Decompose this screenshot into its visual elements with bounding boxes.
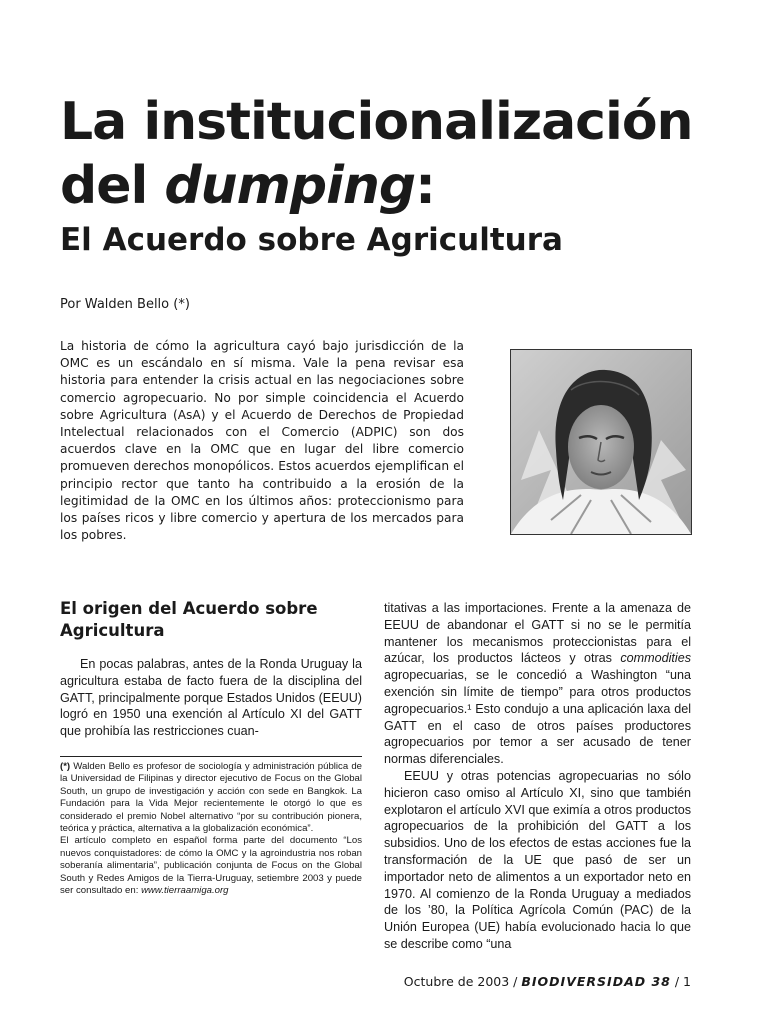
right-paragraph-2: EEUU y otras potencias agropecuarias no sólo hicieron caso omiso al Artículo XI, sino que también explotaron el artículo XVI que eximía a otros productos agropecuarios de la prohibición del GATT a los subsidios. Uno de los efectos de estas acciones fue la transformación de la UE que pasó de ser un importador neto de alimentos a un exportador neto en 1970. Al comienzo de la Ronda Uruguay a mediados de los ’80, la Política Agrícola Común (PAC) de la Unión Europea (UE) había evolucionado hacia lo que se describe como “una bbox=[384, 768, 691, 951]
intro-paragraph: La historia de cómo la agricultura cayó bajo jurisdicción de la OMC es un escándalo en sí misma. Vale la pena revisar esa historia para entender la crisis actual en las negociaciones sobre comercio agropecuario. No por simple coincidencia el Acuerdo sobre Agricultura (AsA) y el Acuerdo de Derechos de Propiedad Intelectual relacionados con el Comercio (ADPIC) son dos acuerdos clave en la OMC que en lugar del libre comercio promueven derechos monopólicos. Estos acuerdos ejemplifican el principio rector que tanto ha contribuido a la erosión de la legitimidad de la OMC en los últimos años: proteccionismo para los países ricos y libre comercio y apertura de los mercados para los pobres. bbox=[60, 339, 464, 543]
left-column bbox=[60, 598, 362, 740]
footnote-paragraph-2 bbox=[60, 835, 362, 897]
footer-date: Octubre de 2003 / bbox=[403, 974, 522, 989]
title-line-2-prefix: del bbox=[60, 156, 165, 216]
right-paragraph-1-b: agropecuarias, se le concedió a Washington “una exención sin límite de tiempo” para otros productos agropecuarios.¹ Esto condujo a una aplicación laxa del GATT en el caso de otros países productores agropecuarios por temor a ser acusado de tener normas diferenciales. bbox=[384, 668, 691, 767]
title-line-1: La institucionalización bbox=[60, 92, 693, 152]
title-line-2-suffix: : bbox=[415, 156, 435, 216]
page-footer bbox=[395, 973, 691, 991]
right-paragraph-1 bbox=[384, 600, 691, 768]
footnote bbox=[60, 756, 362, 897]
footnote-marker: (*) bbox=[60, 761, 71, 772]
portrait-illustration bbox=[510, 349, 692, 535]
footnote-paragraph-1 bbox=[60, 761, 362, 835]
article-subtitle: El Acuerdo sobre Agricultura bbox=[60, 222, 563, 258]
right-column bbox=[384, 600, 691, 953]
right-paragraph-1-a: titativas a las importaciones. Frente a la amenaza de EEUU de abandonar el GATT si no se le permitía mantener los mecanismos proteccionistas para el azúcar, los productos lácteos y otras bbox=[384, 601, 691, 666]
section-heading: El origen del Acuerdo sobre Agricultura bbox=[60, 599, 318, 640]
article-title bbox=[60, 90, 740, 218]
footnote-author-bio: Walden Bello es profesor de sociología y administración pública de la Universidad de Filipinas y director ejecutivo de Focus on the Global South, un grupo de investigación y acción con sede en Bangkok. La Fundación para la Vida Mejor recientemente le otorgó lo que es considerado el premio Nobel alternativo “por su contribución pionera, teórica y práctica, alternativa a la globalización económica”. bbox=[60, 761, 362, 835]
commodities-emphasis: commodities bbox=[620, 651, 691, 666]
section-paragraph-1: En pocas palabras, antes de la Ronda Uruguay la agricultura estaba de facto fuera de la disciplina del GATT, principalmente porque Estados Unidos (EEUU) logró en 1950 una exención al Artículo XI del GATT que prohibía las restricciones cuan- bbox=[60, 657, 362, 739]
footnote-link[interactable]: www.tierraamiga.org bbox=[141, 885, 229, 897]
footer-magazine: BIODIVERSIDAD 38 bbox=[521, 974, 671, 989]
footer-page-number: / 1 bbox=[670, 974, 691, 989]
footnote-source: El artículo completo en español forma parte del documento “Los nuevos conquistadores: de cómo la OMC y la agroindustria nos roban soberanía alimentaria”, publicación conjunta de Focus on the Global South y Redes Amigos de la Tierra-Uruguay, setiembre 2003 y puede ser consultado en: bbox=[60, 835, 362, 897]
title-emphasis: dumping bbox=[164, 156, 416, 216]
title-line-2 bbox=[60, 154, 740, 218]
byline: Por Walden Bello (*) bbox=[60, 297, 190, 312]
